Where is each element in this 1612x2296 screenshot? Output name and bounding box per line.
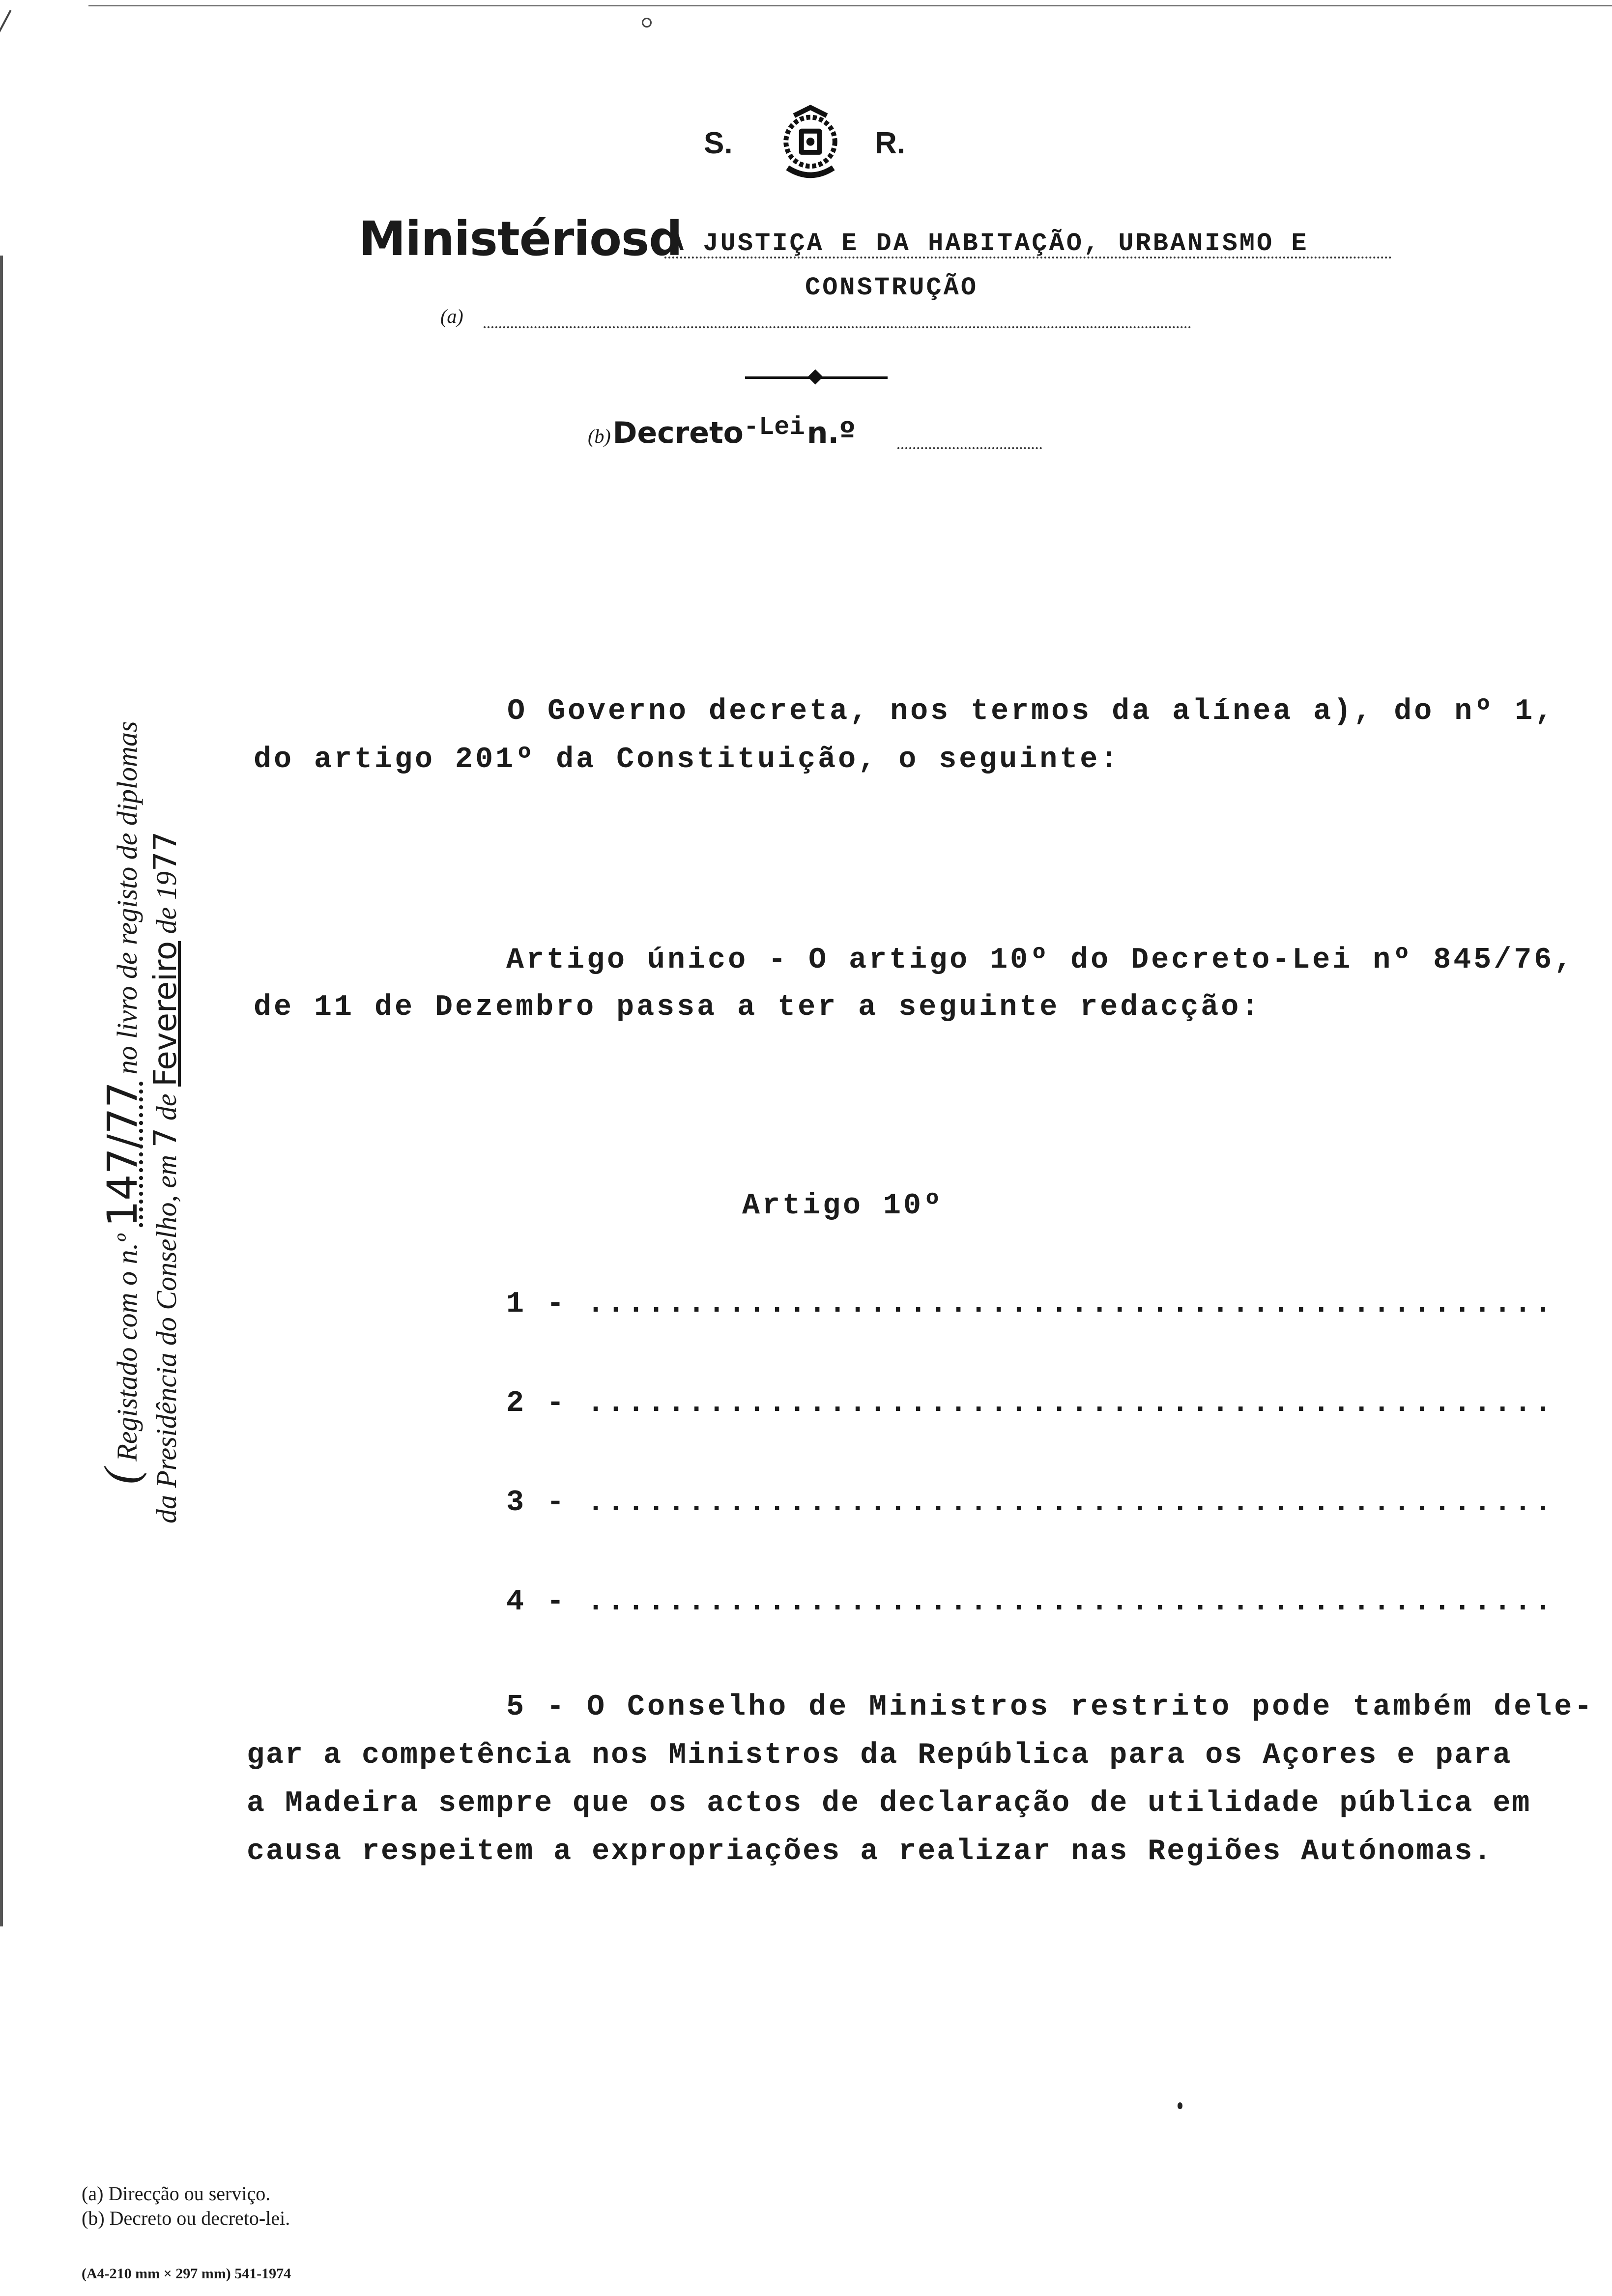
registry-stamp <box>93 721 148 1484</box>
decree-line <box>588 413 856 451</box>
ministry-name-line2: CONSTRUÇÃO <box>805 273 979 302</box>
list-item: 3 - ................................................ <box>506 1486 1554 1520</box>
preamble-line2: do artigo 201º da Constituição, o seguinte: <box>254 743 1121 776</box>
para5-line2: gar a competência nos Ministros da República para os Açores e para <box>247 1739 1512 1772</box>
list-item: 2 - ................................................ <box>506 1387 1554 1420</box>
registry-month: Fevereiro <box>147 941 184 1087</box>
ministry-dotline-2 <box>484 326 1191 328</box>
article-unico-line1: Artigo único - O artigo 10º do Decreto-Lei nº 845/76, <box>506 944 1575 977</box>
registry-day: 7 <box>147 1127 184 1148</box>
registry-year: 77 <box>147 831 184 872</box>
ministerio-word: Ministérios <box>359 211 649 266</box>
registry-number: 147/77 <box>98 1081 146 1227</box>
print-info: (A4-210 mm × 297 mm) 541-1974 <box>82 2266 291 2282</box>
list-item: 1 - ................................................ <box>506 1288 1554 1321</box>
divider-diamond <box>807 369 823 384</box>
corner-fold-mark <box>0 10 12 236</box>
registry-open-paren: ( <box>94 1468 147 1484</box>
note-a-marker: (a) <box>440 305 463 327</box>
decree-word: Decreto <box>612 416 744 450</box>
scan-speck <box>1178 2102 1182 2109</box>
header-r: R. <box>875 126 905 160</box>
scan-speck <box>642 18 652 28</box>
para5-line3: a Madeira sempre que os actos de declaração de utilidade pública em <box>247 1787 1531 1820</box>
footnote-a: (a) Direcção ou serviço. <box>82 2182 271 2205</box>
registry-line2: da Presidência do Conselho, em 7 de Fevereiro de 1977 <box>147 831 184 1523</box>
article-unico-line2: de 11 de Dezembro passa a ter a seguinte redacção: <box>254 991 1262 1024</box>
coat-of-arms-emblem <box>770 104 851 186</box>
decree-number-dotline <box>897 447 1042 449</box>
header-s: S. <box>704 126 733 160</box>
article-heading: Artigo 10º <box>742 1189 944 1223</box>
decree-type: -Lei <box>743 413 805 442</box>
footnote-b: (b) Decreto ou decreto-lei. <box>82 2207 290 2229</box>
preamble-line1: O Governo decreta, nos termos da alínea a), do nº 1, <box>507 695 1555 728</box>
ministerio-prefix: d <box>649 211 682 266</box>
left-edge-mark <box>0 256 3 1926</box>
decree-number-label: n.º <box>806 416 856 450</box>
registry-line1: ( Registado com o n.º 147/77 no livro de registo de diplomas <box>94 721 147 1484</box>
ministry-name-line1: A JUSTIÇA E DA HABITAÇÃO, URBANISMO E <box>668 229 1309 258</box>
ministry-title <box>359 211 682 266</box>
para5-line1: 5 - O Conselho de Ministros restrito pode também dele- <box>506 1691 1595 1724</box>
list-item: 4 - ................................................ <box>506 1585 1554 1619</box>
registry-stamp-line2 <box>147 832 184 1523</box>
top-edge-line <box>88 5 1612 6</box>
decree-marker: (b) <box>588 425 611 447</box>
para5-line4: causa respeitem a expropriações a realizar nas Regiões Autónomas. <box>247 1835 1493 1868</box>
